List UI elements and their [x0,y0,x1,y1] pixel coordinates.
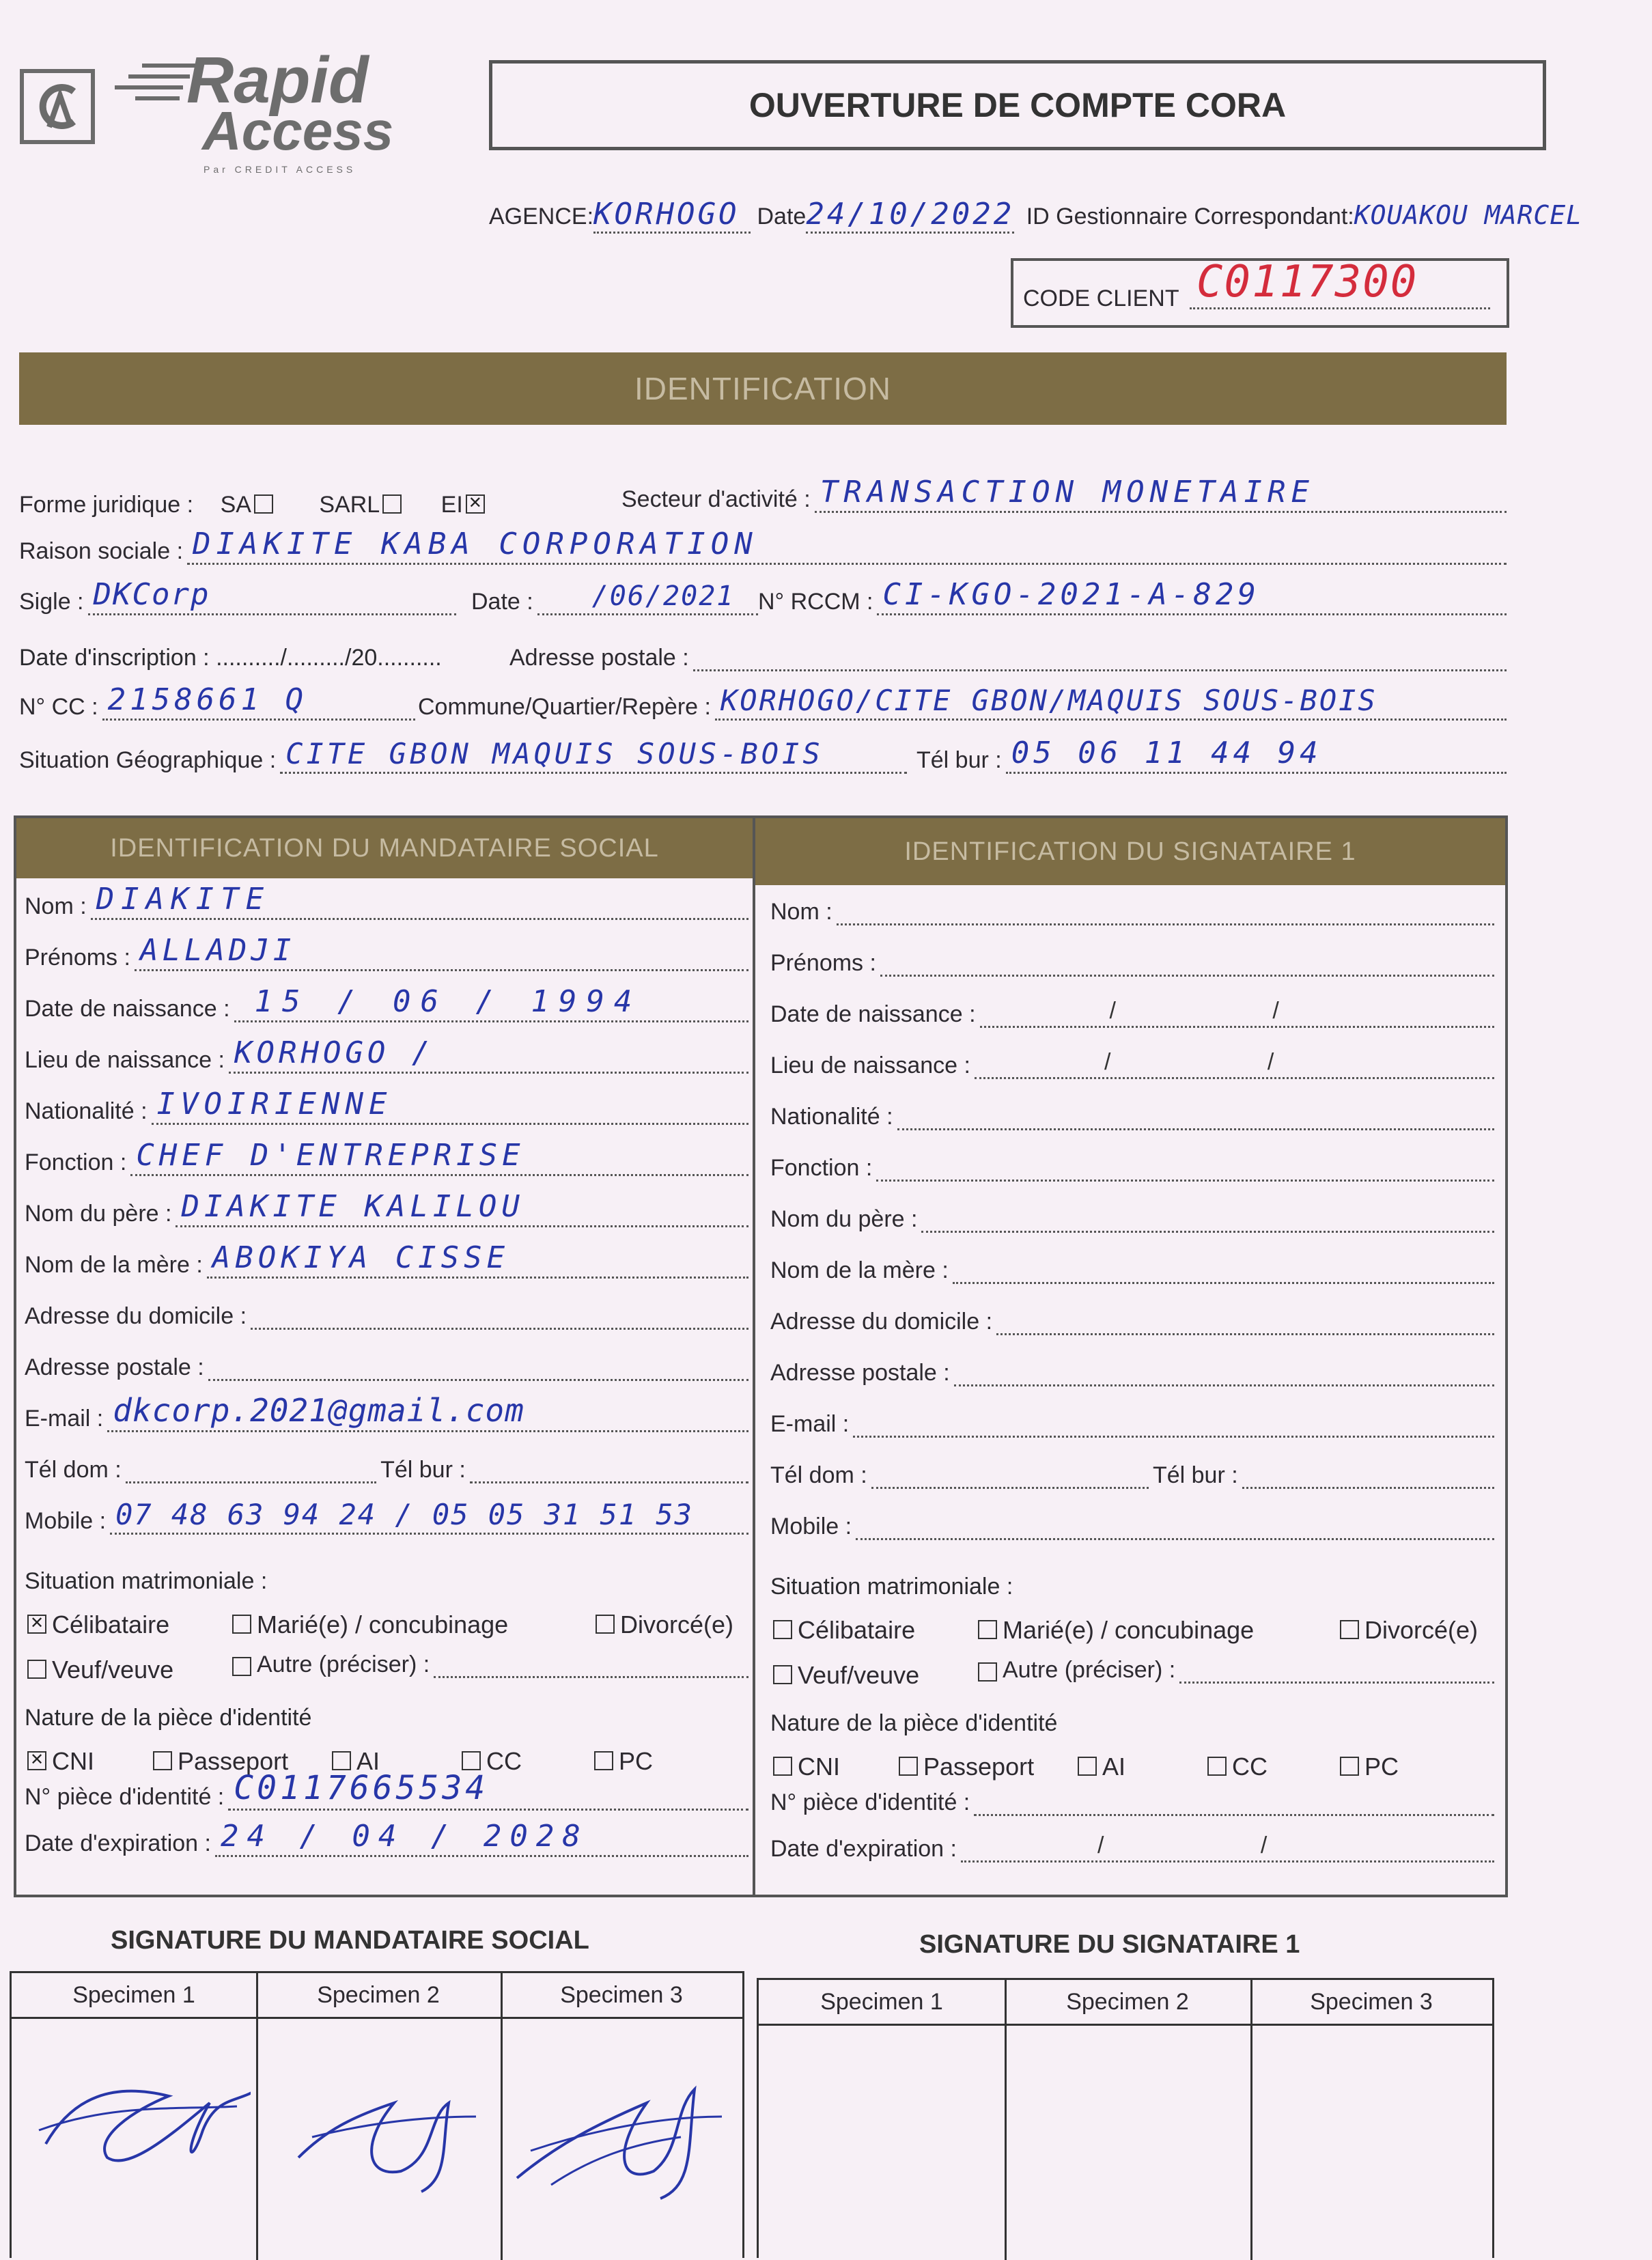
column-divider [753,815,755,1897]
brand-line1: Rapid [186,44,369,117]
signature-scribble-1 [32,2055,251,2192]
adresse-postale-label: Adresse postale : [509,645,689,671]
specimen-table-signataire [757,1978,1494,2258]
sig-checkbox-veuf[interactable] [773,1665,792,1684]
forme-option-sarl[interactable]: SARL [319,492,407,518]
rccm-label: N° RCCM : [758,589,873,615]
secteur-value[interactable]: TRANSACTION MONETAIRE [820,475,1315,510]
mand-mere-value[interactable]: ABOKIYA CISSE [212,1240,510,1275]
forme-option-sa[interactable]: SA [221,492,279,518]
inscription-template[interactable]: ........../........./20.......... [216,645,442,671]
code-client-box [1011,258,1509,328]
checkbox-sarl[interactable] [382,494,402,514]
raison-value[interactable]: DIAKITE KABA CORPORATION [193,527,758,561]
page-title-box [489,60,1546,150]
signataire-column [770,893,1494,1891]
sig-field-mobile: Mobile : [770,1513,1494,1540]
sig-specimen-3[interactable] [1250,1980,1492,2260]
sig-specimen-3-label: Specimen 3 [1250,1980,1492,2026]
rccm-value[interactable]: CI-KGO-2021-A-829 [882,577,1260,612]
sig-checkbox-autre[interactable] [978,1662,997,1682]
date-label: Date [757,204,807,229]
mand-opt-celibataire[interactable]: ✕ Célibataire [25,1610,169,1639]
sig-checkbox-cni[interactable] [773,1757,792,1776]
agence-value[interactable]: KORHOGO [593,197,751,234]
inscription-row [19,645,442,671]
sig-field-tel: Tél dom : Tél bur : [770,1462,1494,1489]
mand-checkbox-ai[interactable] [332,1751,351,1770]
sig-field-prenoms: Prénoms : [770,950,1494,977]
sig-checkbox-ai[interactable] [1078,1757,1097,1776]
header-agence-row [489,197,1650,238]
secteur-row [621,475,1507,513]
mand-checkbox-passeport[interactable] [153,1751,172,1770]
sig-checkbox-marie[interactable] [978,1620,997,1639]
mand-field-naissance: Date de naissance : 15 / 06 / 1994 [25,996,748,1022]
signature-scribble-3 [510,2069,729,2212]
mand-field-tel: Tél dom : Tél bur : [25,1457,748,1483]
date-creation-value[interactable]: /06/2021 [591,581,735,612]
sig-field-naissance: Date de naissance : / / [770,1001,1494,1028]
gestionnaire-label: ID Gestionnaire Correspondant: [1026,204,1354,229]
mand-field-pere: Nom du père : DIAKITE KALILOU [25,1201,748,1227]
sig-piece-cc[interactable]: CC [1205,1753,1268,1781]
mand-opt-autre[interactable]: Autre (préciser) : [229,1651,748,1678]
mand-lieu-value[interactable]: KORHOGO / [234,1035,434,1070]
commune-row [418,684,1507,721]
mand-nationalite-value[interactable]: IVOIRIENNE [156,1087,393,1121]
commune-value[interactable]: KORHOGO/CITE GBON/MAQUIS SOUS-BOIS [720,684,1377,717]
sig-lieu-slashes: / / [1104,1049,1274,1075]
mand-opt-marie[interactable]: Marié(e) / concubinage [229,1610,508,1639]
mand-field-domicile: Adresse du domicile : [25,1303,748,1330]
mand-fonction-value[interactable]: CHEF D'ENTREPRISE [136,1138,525,1173]
mand-checkbox-veuf[interactable] [27,1660,46,1679]
ncc-value[interactable]: 2158661 Q [107,682,308,717]
adresse-postale-field[interactable] [693,646,1507,671]
sig-checkbox-divorce[interactable] [1340,1620,1359,1639]
mand-checkbox-cni[interactable]: ✕ [27,1751,46,1770]
sig-specimen-1-label: Specimen 1 [759,1980,1005,2026]
checkbox-ei[interactable]: ✕ [466,494,485,514]
specimen-table-mandataire [10,1971,744,2258]
sig-specimen-2-label: Specimen 2 [1005,1980,1250,2026]
date-value[interactable]: 24/10/2022 [806,197,1014,234]
ncc-row [19,682,415,721]
mand-piece-ai[interactable]: AI [329,1747,380,1776]
sig-expiration: Date d'expiration : / / [770,1836,1494,1863]
sig-field-adresse-postale: Adresse postale : [770,1360,1494,1386]
ca-emblem-icon [19,68,96,145]
situation-row [19,737,907,774]
mand-expiration: Date d'expiration : 24 / 04 / 2028 [25,1830,748,1857]
mand-pere-value[interactable]: DIAKITE KALILOU [181,1189,524,1224]
raison-row [19,527,1507,565]
mand-field-lieu: Lieu de naissance : KORHOGO / [25,1047,748,1074]
agence-label: AGENCE: [489,204,594,229]
signature-mandataire-title: SIGNATURE DU MANDATAIRE SOCIAL [111,1926,589,1955]
code-client-value[interactable]: C0117300 [1196,257,1418,307]
sig-checkbox-celibataire[interactable] [773,1620,792,1639]
mand-field-email: E-mail : dkcorp.2021@gmail.com [25,1406,748,1432]
sig-opt-veuf[interactable]: Veuf/veuve [770,1661,919,1690]
mand-expiration-value[interactable]: 24 / 04 / 2028 [220,1819,589,1854]
sig-checkbox-pc[interactable] [1340,1757,1359,1776]
mand-naissance-value[interactable]: 15 / 06 / 1994 [254,984,642,1019]
mand-num-piece: N° pièce d'identité : C0117665534 [25,1784,748,1811]
forme-juridique-row [19,492,490,518]
code-client-dots [1190,307,1490,309]
brand-tagline: Par CREDIT ACCESS [204,164,356,175]
sig-field-email: E-mail : [770,1411,1494,1438]
sig-piece-passeport[interactable]: Passeport [896,1753,1034,1781]
sig-field-domicile: Adresse du domicile : [770,1309,1494,1335]
mand-num-piece-value[interactable]: C0117665534 [234,1769,489,1807]
sigle-row [19,577,456,615]
sig-field-lieu: Lieu de naissance : / / [770,1052,1494,1079]
mand-field-mere: Nom de la mère : ABOKIYA CISSE [25,1252,748,1279]
mand-checkbox-divorce[interactable] [596,1615,615,1634]
mand-checkbox-cc[interactable] [462,1751,481,1770]
mand-checkbox-marie[interactable] [232,1615,251,1634]
situation-value[interactable]: CITE GBON MAQUIS SOUS-BOIS [285,737,824,770]
sig-piece-cni[interactable]: CNI [770,1753,840,1781]
telbur-row [916,736,1507,774]
mand-prenoms-value[interactable]: ALLADJI [139,933,296,968]
sig-checkbox-cc[interactable] [1207,1757,1227,1776]
mand-opt-divorce[interactable]: Divorcé(e) [593,1610,733,1639]
brand-line2: Access [202,100,394,161]
sig-expiration-slashes: / / [1097,1832,1268,1858]
mand-field-mobile: Mobile : 07 48 63 94 24 / 05 05 31 51 53 [25,1508,748,1535]
mand-email-value[interactable]: dkcorp.2021@gmail.com [113,1392,524,1429]
signature-scribble-2 [285,2076,490,2205]
sig-piece-ai[interactable]: AI [1075,1753,1125,1781]
date-creation-row [471,581,758,615]
mand-opt-veuf[interactable]: Veuf/veuve [25,1656,173,1684]
sig-field-fonction: Fonction : [770,1155,1494,1182]
sig-opt-celibataire[interactable]: Célibataire [770,1616,915,1645]
ncc-label: N° CC : [19,694,98,720]
mand-field-nom: Nom : DIAKITE [25,893,748,920]
gestionnaire-value[interactable]: KOUAKOU MARCEL [1354,200,1583,230]
page-title: OUVERTURE DE COMPTE CORA [748,86,1287,124]
mand-piece-cc[interactable]: CC [459,1747,522,1776]
sig-piece-pc[interactable]: PC [1337,1753,1399,1781]
sig-piece-label: Nature de la pièce d'identité [770,1710,1058,1736]
mand-piece-label: Nature de la pièce d'identité [25,1705,312,1731]
sig-matrimoniale-label: Situation matrimoniale : [770,1574,1013,1600]
telbur-label: Tél bur : [916,747,1002,773]
mand-piece-cni[interactable]: ✕ CNI [25,1747,94,1776]
raison-label: Raison sociale : [19,538,184,564]
sig-opt-marie[interactable]: Marié(e) / concubinage [975,1616,1254,1645]
sig-field-mere: Nom de la mère : [770,1257,1494,1284]
sig-opt-divorce[interactable]: Divorcé(e) [1337,1616,1478,1645]
sig-specimen-2[interactable] [1005,1980,1252,2260]
logo [19,44,402,178]
date-creation-label: Date : [471,589,533,615]
sig-field-nationalite: Nationalité : [770,1104,1494,1130]
mand-field-nationalite: Nationalité : IVOIRIENNE [25,1098,748,1125]
sig-checkbox-passeport[interactable] [899,1757,918,1776]
sigle-label: Sigle : [19,589,84,615]
sig-field-pere: Nom du père : [770,1206,1494,1233]
secteur-label: Secteur d'activité : [621,486,811,512]
sig-num-piece: N° pièce d'identité : [770,1789,1494,1816]
mand-checkbox-celibataire[interactable]: ✕ [27,1615,46,1634]
sig-naissance-slashes: / / [1109,998,1279,1024]
checkbox-sa[interactable] [254,494,273,514]
mand-mobile-value[interactable]: 07 48 63 94 24 / 05 05 31 51 53 [115,1498,693,1531]
mand-field-prenoms: Prénoms : ALLADJI [25,945,748,971]
mand-piece-passeport[interactable]: Passeport [150,1747,288,1776]
commune-label: Commune/Quartier/Repère : [418,694,711,720]
mand-matrimoniale-label: Situation matrimoniale : [25,1568,268,1594]
forme-label: Forme juridique : [19,492,194,518]
mandataire-heading: IDENTIFICATION DU MANDATAIRE SOCIAL [16,818,753,878]
sig-opt-autre[interactable]: Autre (préciser) : [975,1657,1494,1684]
rccm-row [758,577,1507,615]
speed-lines-icon [115,59,197,113]
mand-specimen-2-label: Specimen 2 [256,1973,501,2019]
sig-specimen-1[interactable] [759,1980,1007,2260]
mandataire-column [25,882,748,1885]
mand-specimen-3-label: Specimen 3 [501,1973,742,2019]
inscription-label: Date d'inscription : [19,645,210,671]
sigle-value[interactable]: DKCorp [93,577,210,612]
code-client-label: CODE CLIENT [1023,285,1179,311]
mand-field-adresse-postale: Adresse postale : [25,1354,748,1381]
signature-signataire-title: SIGNATURE DU SIGNATAIRE 1 [919,1930,1300,1959]
mand-nom-value[interactable]: DIAKITE [96,882,271,917]
mand-checkbox-autre[interactable] [232,1657,251,1676]
telbur-value[interactable]: 05 06 11 44 94 [1011,736,1322,770]
mand-specimen-1-label: Specimen 1 [12,1973,256,2019]
signataire-heading: IDENTIFICATION DU SIGNATAIRE 1 [755,818,1505,885]
forme-option-ei[interactable]: EI ✕ [441,492,490,518]
adresse-postale-row [509,645,1507,671]
mand-field-fonction: Fonction : CHEF D'ENTREPRISE [25,1149,748,1176]
mand-checkbox-pc[interactable] [594,1751,613,1770]
situation-label: Situation Géographique : [19,747,277,773]
identification-heading: IDENTIFICATION [19,352,1507,425]
mand-piece-pc[interactable]: PC [591,1747,653,1776]
sig-field-nom: Nom : [770,899,1494,925]
